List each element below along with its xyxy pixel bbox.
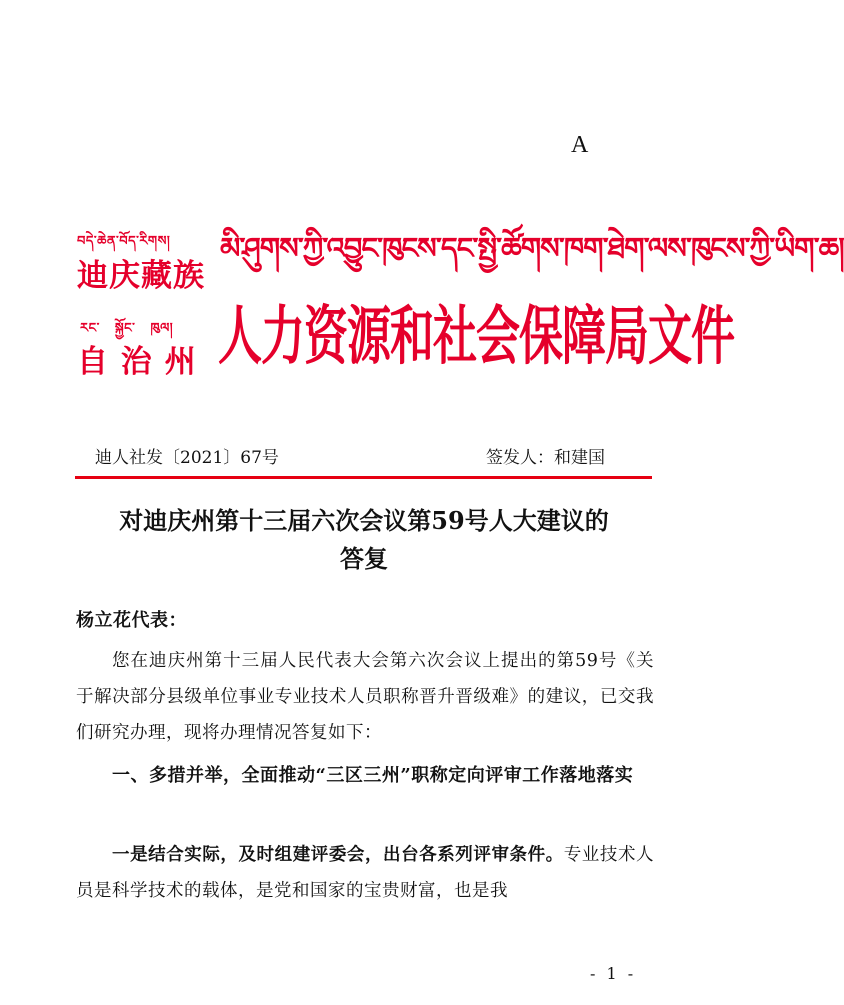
page-number: - 1 - [590,964,637,983]
section-heading: 一、多措并举，全面推动“三区三州”职称定向评审工作落地落实 [112,765,634,786]
document-number: 迪人社发〔2021〕67号 [95,448,279,468]
document-title-line1: 对迪庆州第十三届六次会议第59号人大建议的 [119,506,609,535]
salutation: 杨立花代表： [76,610,187,631]
issuer-signatory: 签发人：和建国 [486,448,605,468]
bureau-document-title: 人力资源和社会保障局文件 [218,299,734,374]
tibetan-autonomous-label: རང་ སྐྱོང་ ཁུལ། [80,321,174,336]
tibetan-bureau-title: མི་ཤུགས་ཀྱི་འབྱུང་ཁུངས་དང་སྤྱི་ཚོགས་ཁག་ཐེག་ལས་ཁུངས་ཀྱི་ཡིག་ཆ། [220,231,844,265]
document-grade-mark: A [571,132,589,158]
point-paragraph [76,837,654,911]
point-body-text: 专业技术人员是科学技术的载体，是党和国家的宝贵财富，也是我 [76,845,655,901]
tibetan-prefecture-name: བདེ་ཆེན་བོད་རིགས། [77,234,171,249]
header-divider-line [75,476,652,479]
prefecture-name-line2: 自 治 州 [77,344,197,380]
point-bold-lead: 一是结合实际，及时组建评委会，出台各系列评审条件。 [112,845,564,865]
prefecture-name-line1: 迪庆藏族 [77,258,205,294]
document-title-line2: 答复 [340,544,388,573]
intro-paragraph: 您在迪庆州第十三届人民代表大会第六次会议上提出的第59号《关于解决部分县级单位事业专业技术人员职称晋升晋级难》的建议，已交我们研究办理，现将办理情况答复如下： [76,651,654,743]
